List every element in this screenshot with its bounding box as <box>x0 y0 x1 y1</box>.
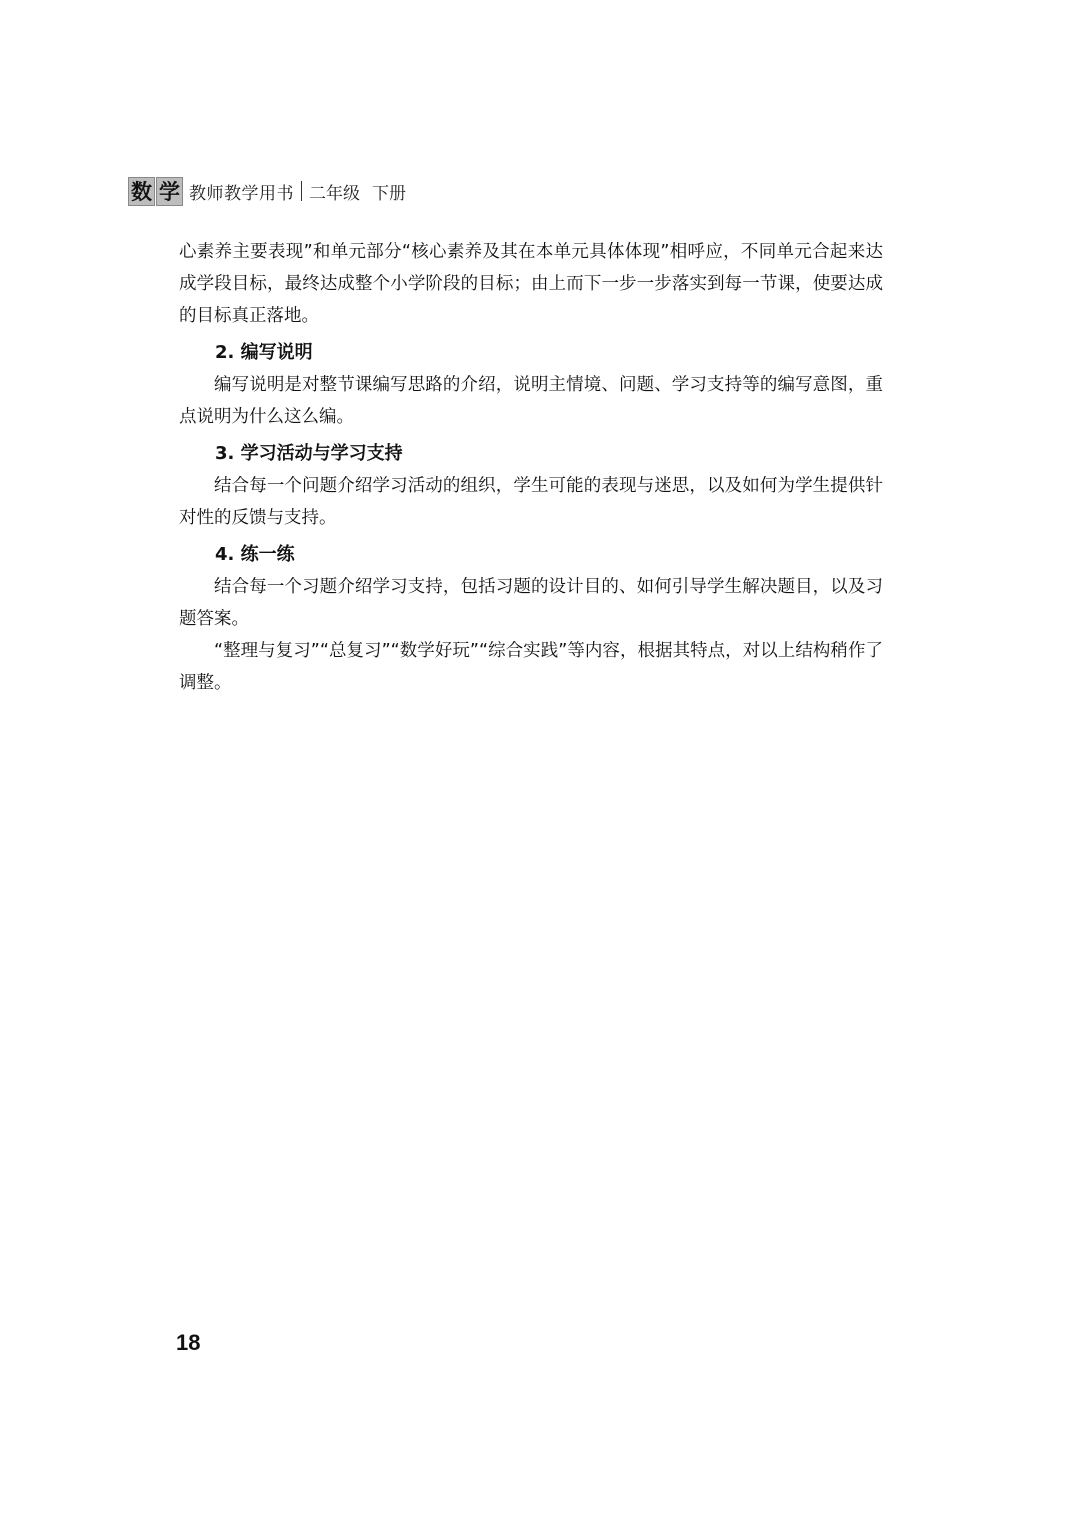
intro-paragraph: 心素养主要表现”和单元部分“核心素养及其在本单元具体体现”相呼应，不同单元合起来达成学段目标，最终达成整个小学阶段的目标；由上而下一步一步落实到每一节课，使要达成的目标真正落地。 <box>179 242 883 326</box>
subject-char: 数 <box>128 177 155 206</box>
book-title: 教师教学用书 <box>189 183 294 204</box>
closing-paragraph: “整理与复习”“总复习”“数学好玩”“综合实践”等内容，根据其特点，对以上结构稍作了调整。 <box>179 641 883 693</box>
subject-logo <box>128 177 183 206</box>
section-heading: 3. 学习活动与学习支持 <box>215 443 403 464</box>
subject-char: 学 <box>156 177 183 206</box>
section-heading: 2. 编写说明 <box>215 342 313 363</box>
section-paragraph: 结合每一个习题介绍学习支持，包括习题的设计目的、如何引导学生解决题目，以及习题答案。 <box>179 577 883 629</box>
grade-label: 二年级 <box>309 183 360 204</box>
volume-label: 下册 <box>372 183 406 204</box>
running-header <box>128 174 406 208</box>
body-text <box>179 236 883 699</box>
section-paragraph: 结合每一个问题介绍学习活动的组织，学生可能的表现与迷思，以及如何为学生提供针对性的反馈与支持。 <box>179 476 883 528</box>
header-divider <box>301 181 302 201</box>
section-paragraph: 编写说明是对整节课编写思路的介绍，说明主情境、问题、学习支持等的编写意图，重点说明为什么这么编。 <box>179 375 883 427</box>
page-number: 18 <box>176 1330 201 1355</box>
section-heading: 4. 练一练 <box>215 544 295 565</box>
